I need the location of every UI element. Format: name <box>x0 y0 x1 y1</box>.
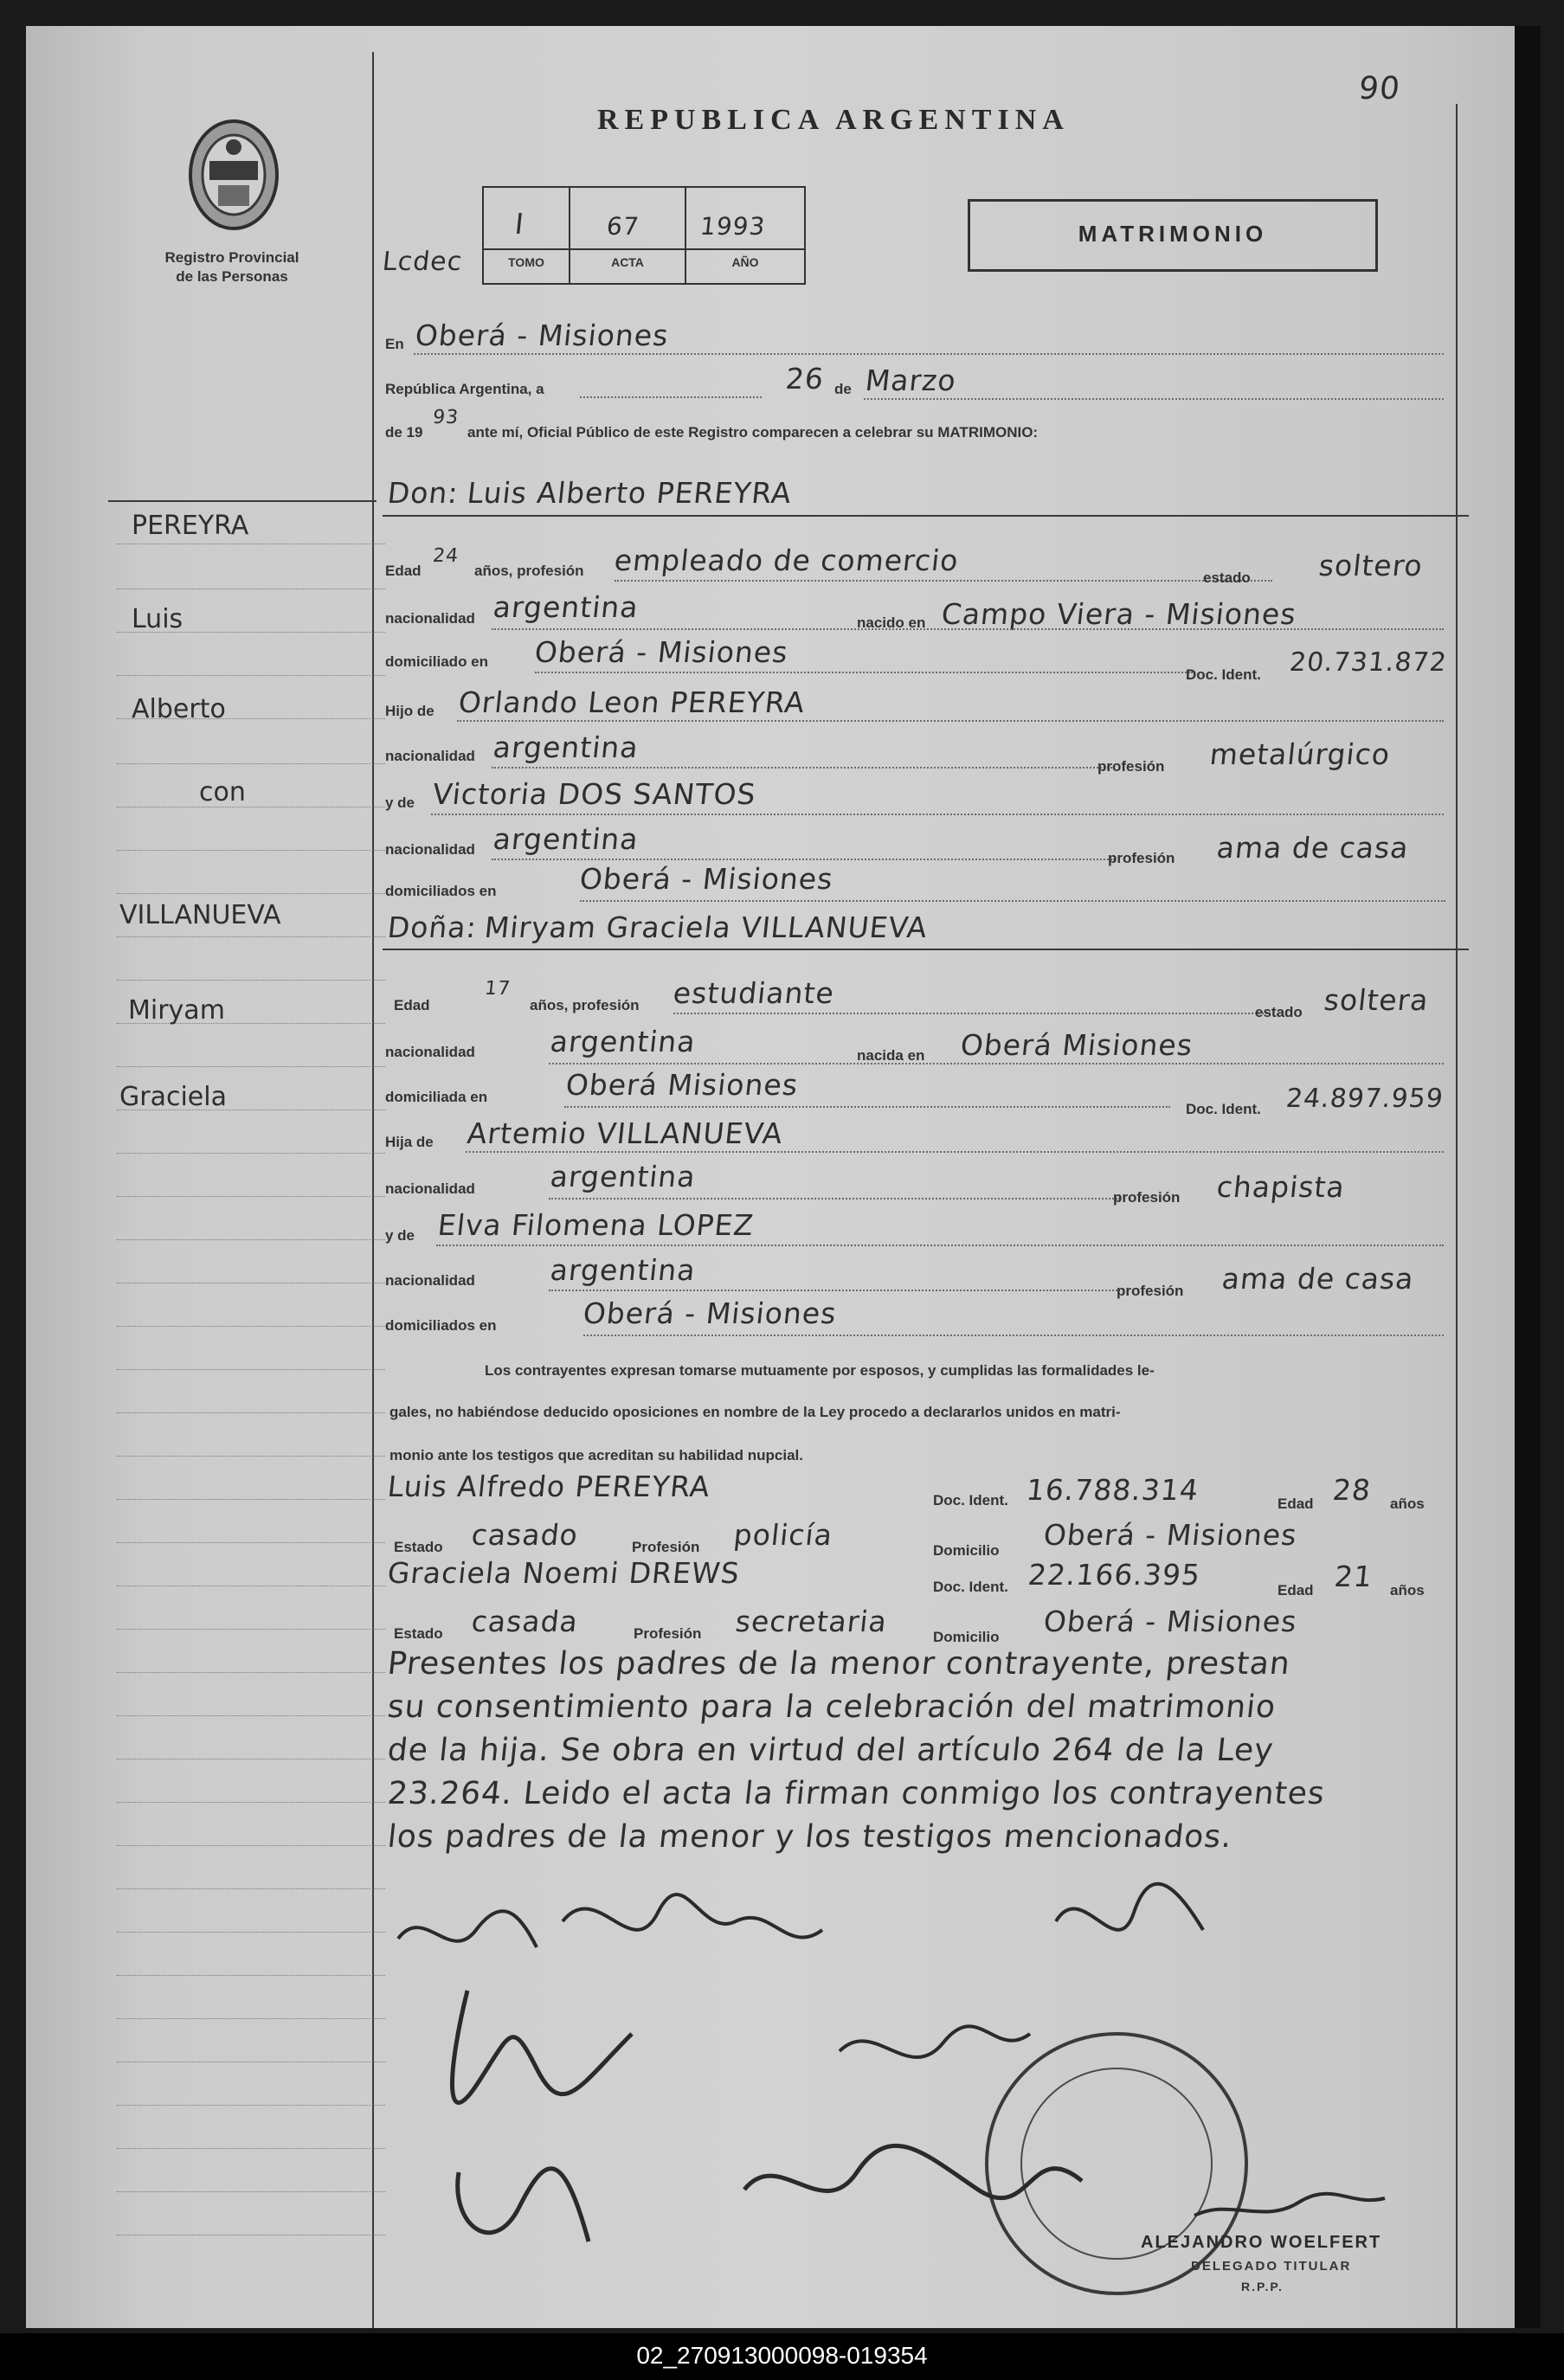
groom-padre-prof-label: profesión <box>1097 758 1165 775</box>
month: Marzo <box>863 363 958 397</box>
witness2-doc-label: Doc. Ident. <box>933 1579 1008 1595</box>
witness2-doc: 22.166.395 <box>1026 1558 1203 1592</box>
witness1-anos-label: años <box>1390 1496 1425 1512</box>
groom-y-de-label: y de <box>385 794 415 811</box>
witness2-profesion: secretaria <box>733 1605 889 1638</box>
witness2-anos-label: años <box>1390 1582 1425 1598</box>
bride-domicilio-label: domiciliada en <box>385 1089 488 1105</box>
witness1-profesion-label: Profesión <box>632 1539 700 1555</box>
acta-value: 67 <box>605 212 641 241</box>
margin-note-bride-name2: Graciela <box>119 1082 227 1112</box>
groom-estado-label: estado <box>1203 569 1251 586</box>
bride-anos-label: años, profesión <box>530 997 640 1013</box>
witness1-edad-label: Edad <box>1278 1496 1314 1512</box>
registry-name-line1: Registro Provincial <box>164 249 299 266</box>
bride-padre: Artemio VILLANUEVA <box>465 1116 785 1150</box>
witness2-edad: 21 <box>1332 1560 1375 1593</box>
bride-domicilio: Oberá Misiones <box>563 1068 801 1102</box>
witness1-profesion: policía <box>731 1518 835 1552</box>
witness2-domicilio-label: Domicilio <box>933 1629 1000 1645</box>
witness1-edad: 28 <box>1330 1473 1374 1507</box>
bride-padre-nac: argentina <box>548 1160 698 1193</box>
bride-doc: 24.897.959 <box>1284 1084 1445 1114</box>
acta-label: ACTA <box>611 255 644 269</box>
groom-nacionalidad-label: nacionalidad <box>385 610 475 627</box>
record-type: MATRIMONIO <box>1078 221 1268 247</box>
groom-nacido-label: nacido en <box>857 614 926 631</box>
witness2-edad-label: Edad <box>1278 1582 1314 1598</box>
groom-madre-prof-label: profesión <box>1108 850 1175 866</box>
registry-crest-icon <box>182 113 286 242</box>
bride-y-de-label: y de <box>385 1227 415 1244</box>
groom-estado: soltero <box>1316 549 1425 582</box>
country-heading: REPUBLICA ARGENTINA <box>597 104 1070 136</box>
groom-hijo-label: Hijo de <box>385 703 434 719</box>
document-page <box>26 26 1515 2328</box>
tomo-value: I <box>512 207 526 241</box>
bride-madre-prof-label: profesión <box>1117 1283 1184 1299</box>
groom-madre: Victoria DOS SANTOS <box>430 777 758 811</box>
bride-full-name: Miryam Graciela VILLANUEVA <box>482 910 930 944</box>
bride-padres-dom: Oberá - Misiones <box>581 1296 839 1330</box>
groom-padre-nac-label: nacionalidad <box>385 748 475 764</box>
groom-doc-label: Doc. Ident. <box>1186 666 1261 683</box>
footer-bar <box>0 2333 1564 2380</box>
bride-padres-dom-label: domiciliados en <box>385 1317 497 1334</box>
notes-line4: 23.264. Leido el acta la firman conmigo los contrayentes <box>385 1776 1327 1811</box>
declaration-line3: monio ante los testigos que acreditan su habilidad nupcial. <box>389 1447 803 1463</box>
witness1-doc-label: Doc. Ident. <box>933 1492 1008 1508</box>
margin-header-rule <box>108 500 377 502</box>
witness1-domicilio: Oberá - Misiones <box>1041 1518 1299 1552</box>
en-label: En <box>385 336 404 352</box>
groom-padres-dom-label: domiciliados en <box>385 883 497 899</box>
book-binding-edge <box>1515 26 1541 2328</box>
opening-statement: ante mí, Oficial Público de este Registro comparecen a celebrar su MATRIMONIO: <box>467 424 1039 441</box>
bride-estado-label: estado <box>1255 1004 1303 1020</box>
witness2-profesion-label: Profesión <box>634 1625 702 1642</box>
witness1-doc: 16.788.314 <box>1024 1473 1201 1507</box>
groom-profesion: empleado de comercio <box>612 544 961 577</box>
witness1-estado-label: Estado <box>394 1539 443 1555</box>
groom-madre-nac-label: nacionalidad <box>385 841 475 858</box>
bride-title: Doña: <box>385 910 479 944</box>
notes-line2: su consentimiento para la celebración del matrimonio <box>385 1689 1278 1725</box>
groom-padre-prof: metalúrgico <box>1207 737 1393 771</box>
witness1-name: Luis Alfredo PEREYRA <box>385 1470 712 1503</box>
record-index-box <box>482 186 806 285</box>
bride-madre-nac: argentina <box>548 1253 698 1287</box>
book-code: Lcdec <box>381 247 465 277</box>
groom-nacido-en: Campo Viera - Misiones <box>939 597 1298 631</box>
de-label: de <box>834 381 852 397</box>
tomo-label: TOMO <box>508 255 544 269</box>
groom-padre-nac: argentina <box>491 730 640 764</box>
groom-domicilio: Oberá - Misiones <box>532 635 790 669</box>
officer-name: ALEJANDRO WOELFERT <box>1141 2233 1382 2252</box>
signatures-area <box>372 1861 1463 2328</box>
groom-title: Don: <box>385 476 460 510</box>
witness2-estado: casada <box>469 1605 581 1638</box>
bride-nacionalidad-label: nacionalidad <box>385 1044 475 1060</box>
republica-label: República Argentina, a <box>385 381 544 397</box>
declaration-line2: gales, no habiéndose deducido oposiciones en nombre de la Ley procedo a declararlos unidos en matri- <box>389 1404 1121 1420</box>
groom-domicilio-label: domiciliado en <box>385 653 489 670</box>
witness1-domicilio-label: Domicilio <box>933 1542 1000 1559</box>
bride-padre-prof-label: profesión <box>1113 1189 1181 1206</box>
groom-full-name: Luis Alberto PEREYRA <box>465 476 794 510</box>
footer-code: 02_270913000098-019354 <box>636 2342 928 2369</box>
bride-madre-nac-label: nacionalidad <box>385 1272 475 1289</box>
margin-note-surname: PEREYRA <box>132 511 249 541</box>
bride-madre-prof: ama de casa <box>1220 1262 1416 1296</box>
groom-madre-prof: ama de casa <box>1214 831 1411 865</box>
groom-padre: Orlando Leon PEREYRA <box>456 685 808 719</box>
bride-doc-label: Doc. Ident. <box>1186 1101 1261 1117</box>
bride-padre-prof: chapista <box>1214 1170 1347 1204</box>
year-suffix: 93 <box>431 407 460 428</box>
bride-nacida-en: Oberá Misiones <box>958 1028 1195 1062</box>
page-number: 90 <box>1356 71 1402 106</box>
notes-line5: los padres de la menor y los testigos mencionados. <box>385 1819 1234 1855</box>
groom-edad: 24 <box>431 545 460 567</box>
ano-label: AÑO <box>731 255 759 269</box>
ano-value: 1993 <box>698 212 767 241</box>
groom-padres-dom: Oberá - Misiones <box>577 862 835 896</box>
notes-line1: Presentes los padres de la menor contrayente, prestan <box>385 1646 1292 1682</box>
groom-anos-label: años, profesión <box>474 563 584 579</box>
officer-abbr: R.P.P. <box>1241 2280 1284 2293</box>
bride-padre-nac-label: nacionalidad <box>385 1180 475 1197</box>
margin-note-bride-surname: VILLANUEVA <box>119 900 281 930</box>
bride-edad-label: Edad <box>394 997 430 1013</box>
groom-madre-nac: argentina <box>491 822 640 856</box>
notes-line3: de la hija. Se obra en virtud del artículo 264 de la Ley <box>385 1733 1276 1768</box>
place: Oberá - Misiones <box>413 318 671 352</box>
bride-madre: Elva Filomena LOPEZ <box>435 1208 756 1242</box>
margin-note-name1: Luis <box>132 604 183 634</box>
margin-note-name2: Alberto <box>132 694 226 724</box>
day: 26 <box>783 362 827 396</box>
bride-estado: soltera <box>1322 983 1431 1017</box>
bride-nacionalidad: argentina <box>548 1025 698 1058</box>
record-type-box <box>968 199 1378 272</box>
margin-note-con: con <box>199 777 246 807</box>
witness2-name: Graciela Noemi DREWS <box>385 1556 742 1590</box>
witness2-domicilio: Oberá - Misiones <box>1041 1605 1299 1638</box>
year-prefix: de 19 <box>385 424 423 441</box>
registry-name-line2: de las Personas <box>176 268 288 285</box>
official-stamp-icon <box>987 2034 1246 2293</box>
declaration-line1: Los contrayentes expresan tomarse mutuamente por esposos, y cumplidas las formalidades le- <box>485 1362 1155 1379</box>
witness1-estado: casado <box>469 1518 580 1552</box>
officer-title: DELEGADO TITULAR <box>1191 2259 1352 2274</box>
groom-nacionalidad: argentina <box>491 590 640 624</box>
bride-hija-label: Hija de <box>385 1134 434 1150</box>
bride-edad: 17 <box>483 978 512 1000</box>
bride-nacida-label: nacida en <box>857 1047 925 1064</box>
bride-profesion: estudiante <box>671 976 836 1010</box>
margin-note-bride-name1: Miryam <box>128 995 225 1026</box>
groom-doc: 20.731.872 <box>1288 647 1449 678</box>
groom-edad-label: Edad <box>385 563 422 579</box>
witness2-estado-label: Estado <box>394 1625 443 1642</box>
